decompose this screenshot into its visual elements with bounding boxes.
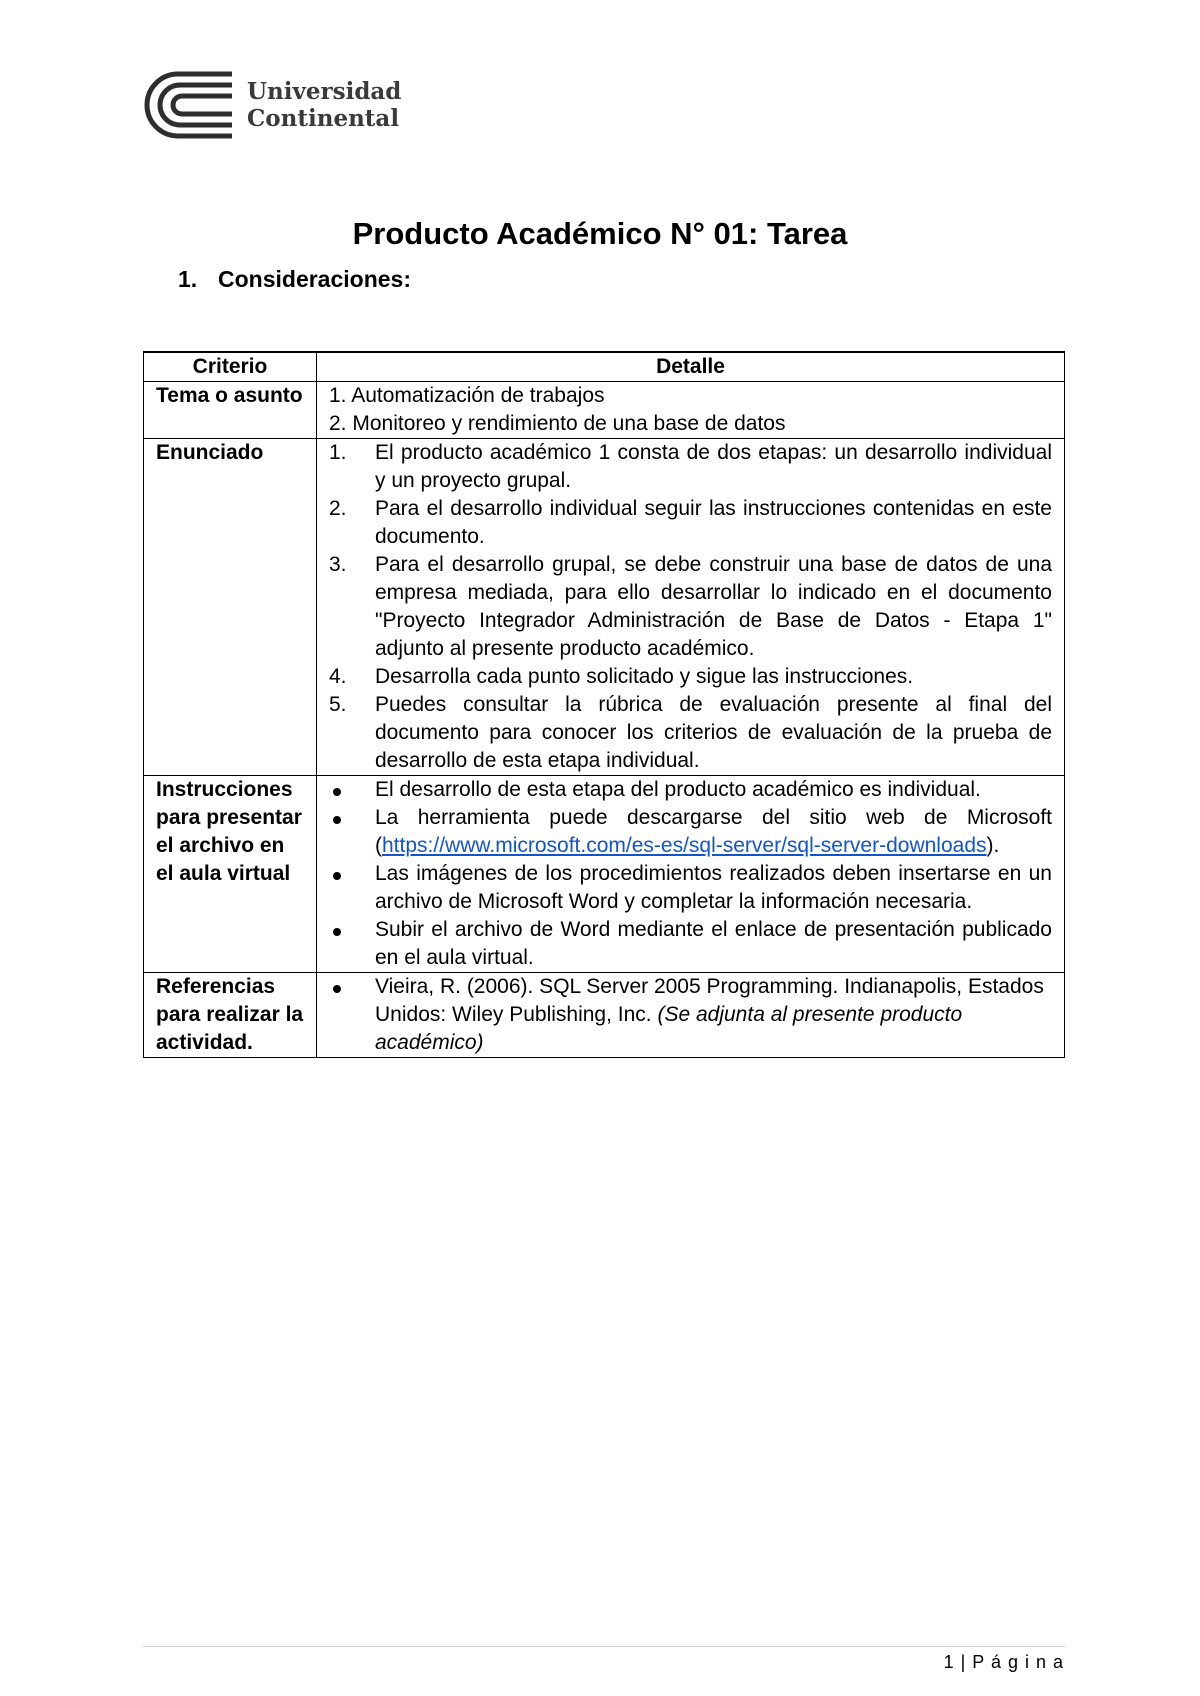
reference-note: (Se adjunta al presente producto académico) xyxy=(375,1003,963,1054)
detail-instrucciones xyxy=(317,776,1065,973)
page-number: 1 | P á g i n a xyxy=(943,1652,1064,1672)
enunciado-list xyxy=(329,439,1052,775)
list-item-text: La herramienta puede descargarse del sitio web de Microsoft ( xyxy=(375,806,1052,857)
header-criterio: Criterio xyxy=(144,352,317,382)
list-number: 3. xyxy=(329,553,347,576)
table-row-instrucciones xyxy=(144,776,1065,973)
list-item-text: Para el desarrollo individual seguir las instrucciones contenidas en este documento. xyxy=(375,497,1052,548)
referencias-list xyxy=(329,973,1052,1057)
list-item xyxy=(329,439,1052,495)
list-item xyxy=(329,916,1052,972)
tema-line-2: 2. Monitoreo y rendimiento de una base de datos xyxy=(329,412,786,435)
list-number: 2. xyxy=(329,497,347,520)
list-item xyxy=(329,495,1052,551)
section-heading xyxy=(178,266,411,293)
list-number: 4. xyxy=(329,665,347,688)
criterion-referencias: Referencias para realizar la actividad. xyxy=(144,973,317,1058)
brand-line-2: Continental xyxy=(247,105,400,132)
reference-text: Vieira, R. (2006). SQL Server 2005 Programming. Indianapolis, Estados Unidos: Wiley Publishing, Inc. xyxy=(375,975,1044,1026)
list-item xyxy=(329,804,1052,860)
table-row-enunciado xyxy=(144,439,1065,776)
university-logo-icon xyxy=(142,70,237,140)
list-item-text: El desarrollo de esta etapa del producto académico es individual. xyxy=(375,778,981,801)
page-title: Producto Académico N° 01: Tarea xyxy=(352,216,848,251)
list-number: 1. xyxy=(329,441,347,464)
table-header-row xyxy=(144,352,1065,382)
criterion-enunciado: Enunciado xyxy=(144,439,317,776)
list-item xyxy=(329,776,1052,804)
list-item-text: Para el desarrollo grupal, se debe construir una base de datos de una empresa mediada, para ello desarrollar lo indicado en el documento "Proyecto Integrador Administración de Base de Datos - Etapa 1" adjunto al presente producto académico. xyxy=(375,553,1052,660)
detail-referencias xyxy=(317,973,1065,1058)
list-number: 5. xyxy=(329,693,347,716)
detail-enunciado xyxy=(317,439,1065,776)
footer-divider xyxy=(143,1646,1065,1647)
table-row-tema xyxy=(144,382,1065,439)
list-item-text: El producto académico 1 consta de dos etapas: un desarrollo individual y un proyecto grupal. xyxy=(375,441,1052,492)
list-item xyxy=(329,973,1052,1057)
section-label: Consideraciones: xyxy=(218,266,411,292)
list-item-text: Puedes consultar la rúbrica de evaluación presente al final del documento para conocer los criterios de evaluación de la prueba de desarrollo de esta etapa individual. xyxy=(375,693,1052,772)
list-item xyxy=(329,551,1052,663)
bullet-icon xyxy=(329,776,369,804)
sql-server-download-link[interactable]: https://www.microsoft.com/es-es/sql-server/sql-server-downloads xyxy=(382,834,987,857)
list-item-text: Subir el archivo de Word mediante el enlace de presentación publicado en el aula virtual. xyxy=(375,918,1052,969)
university-logo xyxy=(142,70,401,140)
list-item xyxy=(329,663,1052,691)
bullet-icon xyxy=(329,916,369,944)
table-row-referencias xyxy=(144,973,1065,1058)
brand-name xyxy=(247,78,401,132)
list-item-text-end: ). xyxy=(986,834,1000,857)
criterion-tema: Tema o asunto xyxy=(144,382,317,439)
bullet-icon xyxy=(329,973,369,1001)
section-number: 1. xyxy=(178,266,198,292)
list-item-text: Las imágenes de los procedimientos realizados deben insertarse en un archivo de Microsoft Word y completar la información necesaria. xyxy=(375,862,1052,913)
criteria-table xyxy=(143,351,1065,1058)
bullet-icon xyxy=(329,804,369,832)
header-detalle: Detalle xyxy=(317,352,1065,382)
criterion-instrucciones: Instrucciones para presentar el archivo en el aula virtual xyxy=(144,776,317,973)
instrucciones-list xyxy=(329,776,1052,972)
brand-line-1: Universidad xyxy=(247,78,402,105)
list-item xyxy=(329,860,1052,916)
tema-line-1: 1. Automatización de trabajos xyxy=(329,384,605,407)
list-item-text: Desarrolla cada punto solicitado y sigue las instrucciones. xyxy=(375,665,914,688)
detail-tema xyxy=(317,382,1065,439)
list-item xyxy=(329,691,1052,775)
bullet-icon xyxy=(329,860,369,888)
